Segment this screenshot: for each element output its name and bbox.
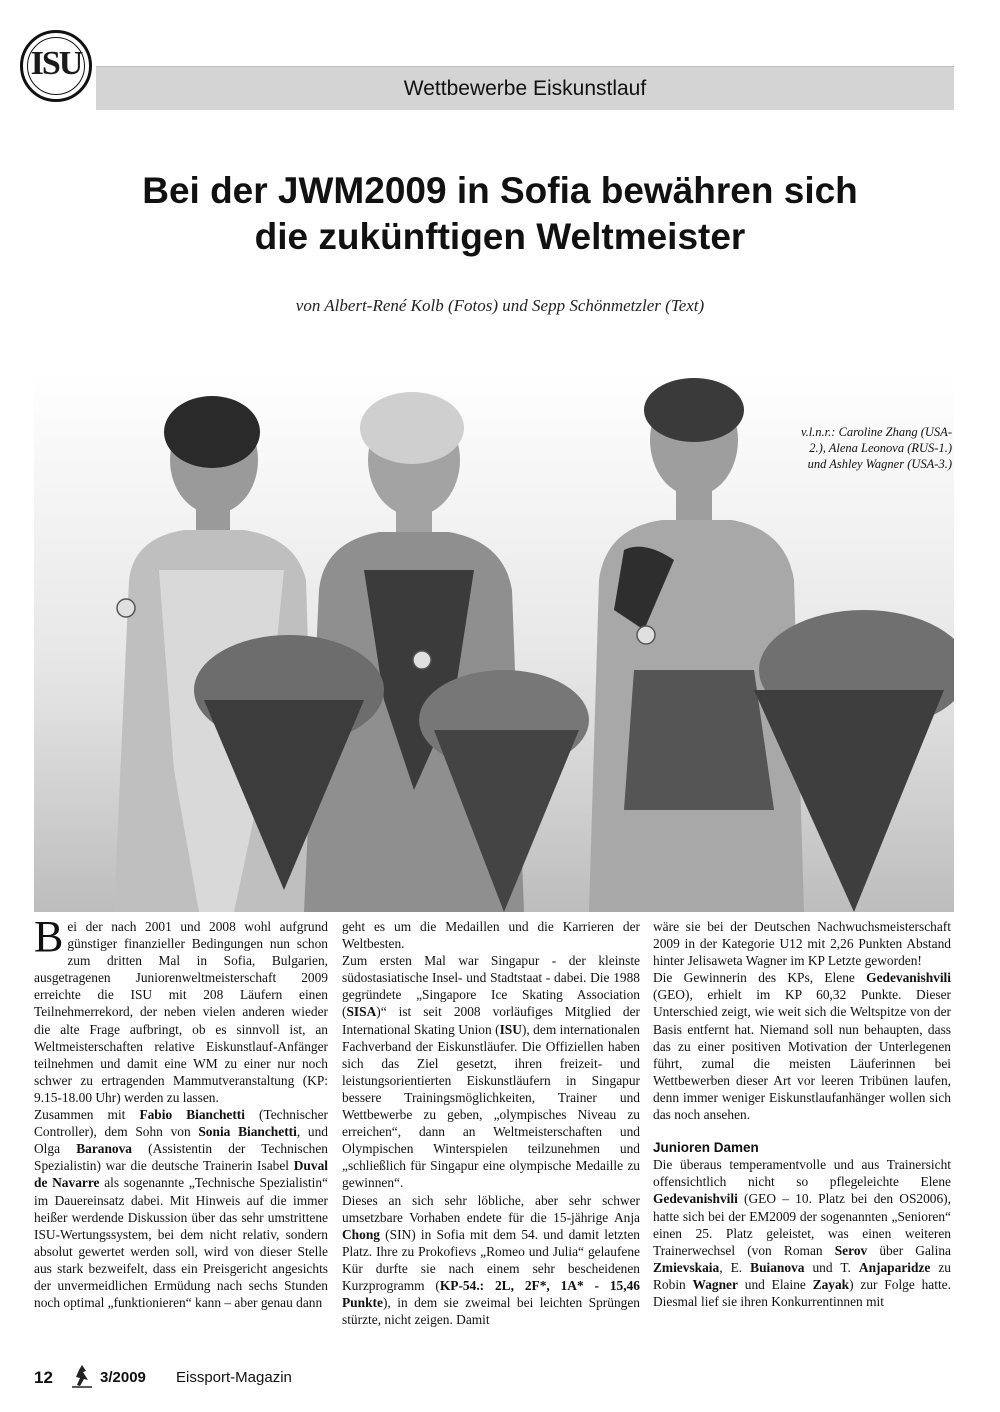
paragraph [342,952,640,1191]
text: Die Gewinnerin des KPs, Elene [653,970,867,986]
text: über Galina [867,1242,952,1258]
section-header [96,66,954,110]
abbreviation: ISU [499,1021,522,1037]
abbreviation: SISA [346,1004,377,1020]
text: Die überaus temperamentvolle und aus Trainersicht offensichtlich nicht so pflegeleichte Elene [653,1157,951,1190]
text: zu Robin [653,1259,951,1292]
isu-logo [20,30,92,102]
person-name: Baranova [76,1141,132,1157]
text: und Elaine [737,1276,813,1292]
person-name: Gedevanishvili [866,970,951,986]
person-name: Chong [342,1226,380,1242]
article-title [60,168,940,260]
person-name: Anjaparidze [858,1259,931,1275]
score-detail: KP-54.: 2L, 2F*, 1A* - 15,46 Punkte [342,1277,640,1311]
photo-caption: v.l.n.r.: Caroline Zhang (USA-2.), Alena Leonova (RUS-1.) und Ashley Wagner (USA-3.) [800,425,952,471]
paragraph [34,1106,328,1311]
text: , und Olga [34,1124,328,1157]
text: (GEO – 10. Platz bei den OS2006), hatte sich bei der EM2009 der sogenannten „Senioren“ einen 25. Platz geleistet, was einen weiteren Trainerwechsel (von Roman [653,1191,951,1258]
text: ), in dem sie zweimal bei leichten Sprüngen stürzte, nicht zeigen. Damit [342,1295,640,1328]
text: (Technischer Controller), dem Sohn von [34,1107,328,1140]
text: als sogenannte „Technische Spezialistin“ im Dauereinsatz dabei. Mit Hinweis auf die immer heißer werdende Diskussion über das sehr umstrittene ISU-Wertungssystem, bei dem nicht relativ, sondern absolut gewertet werden soll, wird von dieser Stelle aus stark bezweifelt, dass ein Preisgericht angesichts der unvermeidlichen Ermüdung nach sechs Stunden noch optimal „funktionieren“ kann – aber genau dann [34,1175,328,1311]
paragraph [34,912,328,1106]
person-name: Sonia Bianchetti [198,1124,297,1140]
person-name: Fabio Bianchetti [139,1107,245,1123]
person-name: Duval de Navarre [34,1158,328,1191]
title-line-2: die zukünftigen Weltmeister [254,216,746,257]
text: (SIN) in Sofia mit dem 54. und damit letzten Platz. Ihre zu Prokofievs „Romeo und Julia“ gelaufene Kür durfte sie nach einem sehr bescheidenen Kurzprogramm ( [342,1226,640,1293]
title-line-1: Bei der JWM2009 in Sofia bewähren sich [142,170,858,211]
byline: von Albert-René Kolb (Fotos) und Sepp Schönmetzler (Text) [295,296,705,315]
page-number: 12 [34,1368,53,1387]
person-name: Wagner [692,1276,738,1292]
paragraph: wäre sie bei der Deutschen Nachwuchsmeisterschaft 2009 in der Kategorie U12 mit 2,26 Punkten Abstand hinter Jelisaweta Wagner im KP Letzte geworden! [653,919,951,969]
person-name: Zmievskaia [653,1259,720,1275]
text: Zum ersten Mal war Singapur - der kleinste südostasiatische Insel- und Stadtstaat - dabei. Die 1988 gegründete „Singapore Ice Skating Association ( [342,953,640,1020]
logo-text: ISU [30,45,82,82]
paragraph [653,1156,951,1310]
text: und T. [804,1259,859,1275]
person-name: Serov [834,1242,868,1258]
dropcap: B [34,912,64,961]
person-name: Zayak [812,1276,850,1292]
text: ), dem internationalen Fachverband der Eiskunstläufer. Die Offiziellen haben sich das Ziel gesetzt, ihren freizeit- und leistungsorientierten Eiskunstläufern in Singapur bessere Trainingsmöglichkeiten, Trainer und Wettbewerbe zu geben, „olympisches Niveau zu erreichen“, dann an Weltmeisterschaften und Olympischen Winterspielen teilzunehmen und „schließlich für Singapur eine olympische Medaille zu gewinnen“. [342,1021,640,1191]
paragraph: geht es um die Medaillen und die Karrieren der Weltbesten. [342,919,640,952]
text: ) zur Folge hatte. Diesmal lief sie ihren Konkurrentinnen mit [653,1276,951,1309]
text: , E. [719,1259,751,1275]
text: (Assistentin der Technischen Spezialistin) war die deutsche Trainerin Isabel [34,1141,328,1174]
magazine-name: Eissport-Magazin [176,1369,292,1386]
paragraph [653,969,951,1123]
article-column-3 [653,918,951,1310]
text: Zusammen mit [34,1107,140,1123]
subheading: Junioren Damen [653,1140,759,1156]
article-column-2 [342,918,640,1328]
text: (GEO), erhielt im KP 60,32 Punkte. Dieser Unterschied zeigt, wie weit sich die Weltspitze von der Basis entfernt hat. Niemand soll nun behaupten, dass das zu einer positiven Motivation der Unterlegenen führt, zumal die meisten Läuferinnen bei Wettbewerben dieser Art vor leeren Tribünen laufen, denn immer weniger Eiskunstlaufanhänger wollen sich das noch ansehen. [653,987,951,1123]
person-name: Gedevanishvili [653,1191,738,1207]
article-column-1 [34,912,328,1311]
section-title: Wettbewerbe Eiskunstlauf [403,77,647,100]
text: )“ ist seit 2008 vorläufiges Mitglied der International Skating Union ( [342,1004,640,1037]
paragraph [342,1192,640,1329]
paragraph-text: ei der nach 2001 und 2008 wohl aufgrund günstiger finanzieller Bedingungen nun schon zum dritten Mal in Sofia, Bulgarien, ausgetragenen Juniorenweltmeisterschaft 2009 erreichte die ISU mit 208 Läufern einen Teilnehmerrekord, der neben vielen anderen wieder die alte Frage aufbringt, ob es sinnvoll ist, an Weltmeisterschaften relative Eiskunstlauf-Anfänger teilnehmen und damit eine WM zu einer nur noch schwer zu ertragenden Mammutveranstaltung (KP: 9.15-18.00 Uhr) werden zu lassen. [34,919,328,1105]
skater-logo-icon [68,1362,96,1390]
text: Dieses an sich sehr löbliche, aber sehr schwer umsetzbare Vorhaben endete für die 15-jährige Anja [342,1192,640,1225]
person-name: Buianova [750,1259,805,1275]
issue-number: 3/2009 [100,1369,146,1386]
